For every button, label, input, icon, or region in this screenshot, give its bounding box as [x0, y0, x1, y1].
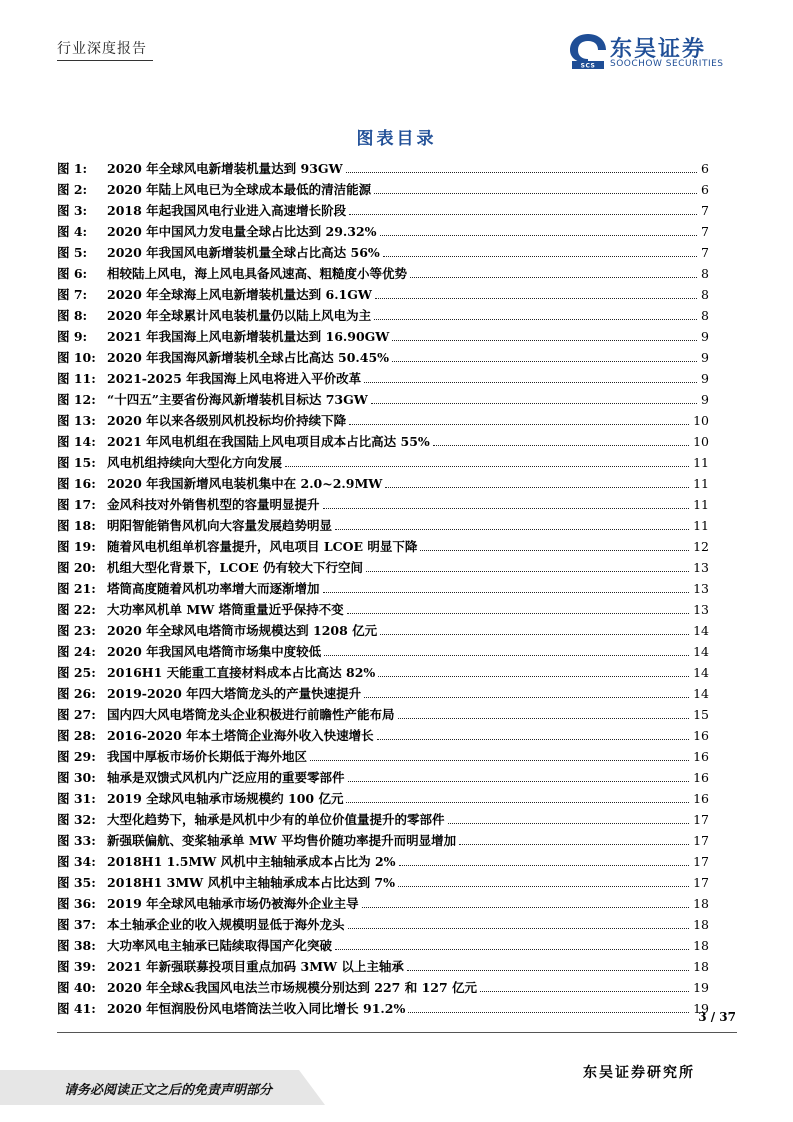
- toc-entry[interactable]: [57, 578, 709, 599]
- toc-entry-title: 2016-2020 年本土塔筒企业海外收入快速增长: [107, 728, 374, 743]
- toc-entry-page: 14: [693, 644, 709, 659]
- toc-entry-number: 图 29:: [57, 749, 96, 764]
- toc-entry-title: 2020 年全球风电塔筒市场规模达到 1208 亿元: [107, 623, 378, 638]
- toc-entry-number: 图 39:: [57, 959, 96, 974]
- toc-entry-number: 图 33:: [57, 833, 96, 848]
- toc-dot-leader: [324, 655, 689, 656]
- toc-entry-page: 11: [693, 455, 709, 470]
- toc-entry-number: 图 23:: [57, 623, 96, 638]
- toc-entry-title: 明阳智能销售风机向大容量发展趋势明显: [107, 518, 333, 533]
- toc-entry-title: 大功率风机单 MW 塔筒重量近乎保持不变: [107, 602, 344, 617]
- toc-entry-page: 16: [693, 770, 709, 785]
- toc-dot-leader: [392, 361, 697, 362]
- toc-entry-page: 17: [693, 812, 709, 827]
- toc-dot-leader: [408, 1012, 689, 1013]
- logo-name-en: SOOCHOW SECURITIES: [610, 59, 724, 69]
- toc-entry-page: 9: [701, 371, 709, 386]
- toc-entry-page: 11: [693, 518, 709, 533]
- toc-dot-leader: [285, 466, 689, 467]
- toc-entry-title: 2020 年全球海上风电新增装机量达到 6.1GW: [107, 287, 372, 302]
- toc-entry[interactable]: [57, 977, 709, 998]
- toc-entry-page: 8: [701, 287, 709, 302]
- toc-entry[interactable]: [57, 326, 709, 347]
- toc-dot-leader: [399, 865, 690, 866]
- toc-entry-page: 10: [693, 413, 709, 428]
- toc-entry-number: 图 14:: [57, 434, 96, 449]
- toc-entry-title: 2020 年我国新增风电装机集中在 2.0~2.9MW: [107, 476, 383, 491]
- toc-dot-leader: [349, 424, 689, 425]
- toc-entry[interactable]: [57, 473, 709, 494]
- toc-entry-title: 2021-2025 年我国海上风电将进入平价改革: [107, 371, 362, 386]
- toc-dot-leader: [371, 403, 697, 404]
- toc-entry-title: 2021 年新强联募投项目重点加码 3MW 以上主轴承: [107, 959, 404, 974]
- toc-entry-page: 13: [693, 560, 709, 575]
- toc-entry-title: 2020 年我国海风新增装机全球占比高达 50.45%: [107, 350, 390, 365]
- toc-entry[interactable]: [57, 956, 709, 977]
- toc-entry[interactable]: [57, 998, 709, 1019]
- toc-dot-leader: [480, 991, 689, 992]
- toc-entry[interactable]: [57, 515, 709, 536]
- toc-entry-title: 2020 年全球&我国风电法兰市场规模分别达到 227 和 127 亿元: [107, 980, 478, 995]
- disclaimer-text: 请务必阅读正文之后的免责声明部分: [64, 1083, 273, 1098]
- toc-entry-page: 6: [701, 182, 709, 197]
- toc-entry[interactable]: [57, 200, 709, 221]
- report-type-label: 行业深度报告: [57, 41, 147, 57]
- toc-entry[interactable]: [57, 851, 709, 872]
- toc-entry-title: 塔筒高度随着风机功率增大而逐渐增加: [107, 581, 320, 596]
- toc-entry-title: 2021 年我国海上风电新增装机量达到 16.90GW: [107, 329, 390, 344]
- toc-entry-title: 2020 年中国风力发电量全球占比达到 29.32%: [107, 224, 377, 239]
- toc-entry[interactable]: [57, 914, 709, 935]
- toc-dot-leader: [385, 487, 689, 488]
- toc-dot-leader: [310, 760, 689, 761]
- toc-entry-title: 本土轴承企业的收入规模明显低于海外龙头: [107, 917, 345, 932]
- toc-dot-leader: [407, 970, 689, 971]
- toc-entry-title: 2020 年全球风电新增装机量达到 93GW: [107, 161, 343, 176]
- toc-entry-number: 图 13:: [57, 413, 96, 428]
- toc-entry-page: 6: [701, 161, 709, 176]
- toc-dot-leader: [348, 781, 690, 782]
- toc-entry[interactable]: [57, 536, 709, 557]
- toc-entry-title: 机组大型化背景下，LCOE 仍有较大下行空间: [107, 560, 364, 575]
- toc-entry[interactable]: [57, 935, 709, 956]
- toc-entry-page: 16: [693, 728, 709, 743]
- toc-entry-page: 19: [693, 1001, 709, 1016]
- toc-entry-title: 2020 年恒润股份风电塔筒法兰收入同比增长 91.2%: [107, 1001, 406, 1016]
- toc-entry[interactable]: [57, 662, 709, 683]
- soochow-logo-mark-icon: [568, 32, 608, 70]
- toc-entry-page: 18: [693, 938, 709, 953]
- toc-entry[interactable]: [57, 830, 709, 851]
- toc-entry-page: 14: [693, 623, 709, 638]
- toc-entry-number: 图 21:: [57, 581, 96, 596]
- toc-entry-page: 16: [693, 791, 709, 806]
- toc-entry-title: 2020 年我国风电新增装机量全球占比高达 56%: [107, 245, 380, 260]
- toc-entry[interactable]: [57, 641, 709, 662]
- toc-entry-number: 图 40:: [57, 980, 96, 995]
- toc-entry-title: 相较陆上风电，海上风电具备风速高、粗糙度小等优势: [107, 266, 408, 281]
- toc-entry[interactable]: [57, 704, 709, 725]
- toc-entry-title: 2019-2020 年四大塔筒龙头的产量快速提升: [107, 686, 362, 701]
- toc-entry-number: 图 31:: [57, 791, 96, 806]
- soochow-logo: [568, 32, 733, 72]
- toc-entry-number: 图 28:: [57, 728, 96, 743]
- toc-dot-leader: [335, 949, 689, 950]
- toc-entry-number: 图 1:: [57, 161, 88, 176]
- toc-dot-leader: [433, 445, 689, 446]
- toc-entry-page: 18: [693, 896, 709, 911]
- toc-entry-title: 大型化趋势下，轴承是风机中少有的单位价值量提升的零部件: [107, 812, 445, 827]
- toc-entry[interactable]: [57, 683, 709, 704]
- toc-entry-number: 图 2:: [57, 182, 88, 197]
- toc-entry-number: 图 24:: [57, 644, 96, 659]
- toc-entry-title: 轴承是双馈式风机内广泛应用的重要零部件: [107, 770, 345, 785]
- toc-entry-number: 图 8:: [57, 308, 88, 323]
- toc-entry-number: 图 38:: [57, 938, 96, 953]
- toc-entry[interactable]: [57, 284, 709, 305]
- toc-entry-title: 2020 年陆上风电已为全球成本最低的清洁能源: [107, 182, 372, 197]
- toc-entry[interactable]: [57, 620, 709, 641]
- toc-entry-number: 图 32:: [57, 812, 96, 827]
- toc-entry-number: 图 4:: [57, 224, 88, 239]
- toc-dot-leader: [377, 739, 689, 740]
- footer-rule: [57, 1032, 737, 1033]
- toc-entry-number: 图 7:: [57, 287, 88, 302]
- toc-entry-number: 图 20:: [57, 560, 96, 575]
- toc-dot-leader: [392, 340, 697, 341]
- toc-dot-leader: [335, 529, 689, 530]
- toc-dot-leader: [323, 592, 690, 593]
- toc-dot-leader: [374, 319, 697, 320]
- toc-entry[interactable]: [57, 809, 709, 830]
- toc-entry-title: “十四五”主要省份海风新增装机目标达 73GW: [107, 392, 368, 407]
- toc-dot-leader: [398, 718, 690, 719]
- figure-toc-list: [57, 158, 709, 1019]
- toc-entry-title: 风电机组持续向大型化方向发展: [107, 455, 283, 470]
- toc-entry-number: 图 3:: [57, 203, 88, 218]
- toc-entry-page: 8: [701, 266, 709, 281]
- toc-entry-page: 16: [693, 749, 709, 764]
- toc-entry[interactable]: [57, 242, 709, 263]
- toc-entry[interactable]: [57, 305, 709, 326]
- toc-entry-title: 2020 年我国风电塔筒市场集中度较低: [107, 644, 322, 659]
- toc-dot-leader: [380, 634, 689, 635]
- toc-entry-page: 13: [693, 602, 709, 617]
- toc-entry-number: 图 10:: [57, 350, 96, 365]
- toc-dot-leader: [410, 277, 697, 278]
- toc-dot-leader: [380, 235, 698, 236]
- toc-entry[interactable]: [57, 494, 709, 515]
- toc-entry[interactable]: [57, 767, 709, 788]
- toc-dot-leader: [420, 550, 689, 551]
- toc-entry-number: 图 26:: [57, 686, 96, 701]
- toc-entry-title: 金风科技对外销售机型的容量明显提升: [107, 497, 320, 512]
- toc-entry[interactable]: [57, 221, 709, 242]
- toc-entry-number: 图 17:: [57, 497, 96, 512]
- toc-entry-page: 10: [693, 434, 709, 449]
- toc-entry-page: 14: [693, 665, 709, 680]
- footer-institute: 东吴证券研究所: [583, 1065, 695, 1081]
- toc-entry-page: 7: [701, 203, 709, 218]
- toc-entry-number: 图 6:: [57, 266, 88, 281]
- toc-dot-leader: [375, 298, 697, 299]
- toc-entry-page: 11: [693, 497, 709, 512]
- toc-entry-page: 7: [701, 224, 709, 239]
- toc-entry-number: 图 34:: [57, 854, 96, 869]
- toc-entry[interactable]: [57, 893, 709, 914]
- logo-name-cn: 东吴证券: [610, 37, 707, 62]
- toc-entry-title: 2019 全球风电轴承市场规模约 100 亿元: [107, 791, 344, 806]
- page-number: 3 / 37: [698, 1010, 736, 1024]
- toc-dot-leader: [448, 823, 690, 824]
- toc-entry[interactable]: [57, 788, 709, 809]
- toc-entry-title: 2019 年全球风电轴承市场仍被海外企业主导: [107, 896, 359, 911]
- toc-entry-page: 8: [701, 308, 709, 323]
- toc-dot-leader: [362, 907, 689, 908]
- toc-entry-title: 大功率风电主轴承已陆续取得国产化突破: [107, 938, 333, 953]
- toc-dot-leader: [347, 613, 690, 614]
- toc-entry-page: 9: [701, 392, 709, 407]
- toc-entry-number: 图 41:: [57, 1001, 96, 1016]
- toc-entry[interactable]: [57, 347, 709, 368]
- toc-entry-page: 14: [693, 686, 709, 701]
- toc-entry-number: 图 37:: [57, 917, 96, 932]
- toc-entry-page: 13: [693, 581, 709, 596]
- toc-entry[interactable]: [57, 725, 709, 746]
- toc-entry-title: 2018H1 1.5MW 风机中主轴轴承成本占比为 2%: [107, 854, 396, 869]
- toc-entry-number: 图 9:: [57, 329, 88, 344]
- toc-entry[interactable]: [57, 368, 709, 389]
- toc-dot-leader: [374, 193, 697, 194]
- toc-entry-number: 图 35:: [57, 875, 96, 890]
- toc-entry[interactable]: [57, 410, 709, 431]
- toc-entry-page: 11: [693, 476, 709, 491]
- toc-entry-page: 12: [693, 539, 709, 554]
- toc-entry-title: 我国中厚板市场价长期低于海外地区: [107, 749, 308, 764]
- toc-entry-title: 2018H1 3MW 风机中主轴轴承成本占比达到 7%: [107, 875, 396, 890]
- toc-entry[interactable]: [57, 746, 709, 767]
- toc-entry-number: 图 36:: [57, 896, 96, 911]
- header-underline: [57, 60, 153, 61]
- toc-entry-page: 19: [693, 980, 709, 995]
- toc-entry-page: 17: [693, 875, 709, 890]
- logo-mark-text: SCS: [580, 62, 596, 70]
- toc-entry-page: 9: [701, 350, 709, 365]
- toc-entry-title: 2021 年风电机组在我国陆上风电项目成本占比高达 55%: [107, 434, 430, 449]
- toc-entry-number: 图 5:: [57, 245, 88, 260]
- toc-dot-leader: [364, 382, 697, 383]
- toc-dot-leader: [378, 676, 689, 677]
- toc-entry-number: 图 18:: [57, 518, 96, 533]
- toc-entry-number: 图 30:: [57, 770, 96, 785]
- toc-entry[interactable]: [57, 557, 709, 578]
- toc-entry[interactable]: [57, 389, 709, 410]
- toc-entry[interactable]: [57, 599, 709, 620]
- toc-dot-leader: [459, 844, 689, 845]
- toc-entry-number: 图 11:: [57, 371, 96, 386]
- toc-entry-number: 图 16:: [57, 476, 96, 491]
- toc-entry-page: 15: [693, 707, 709, 722]
- toc-entry-title: 随着风电机组单机容量提升，风电项目 LCOE 明显下降: [107, 539, 418, 554]
- toc-entry-number: 图 12:: [57, 392, 96, 407]
- toc-entry-title: 新强联偏航、变桨轴承单 MW 平均售价随功率提升而明显增加: [107, 833, 457, 848]
- toc-entry-number: 图 27:: [57, 707, 96, 722]
- toc-dot-leader: [383, 256, 697, 257]
- toc-dot-leader: [348, 928, 690, 929]
- toc-entry[interactable]: [57, 263, 709, 284]
- toc-dot-leader: [323, 508, 690, 509]
- toc-entry-number: 图 25:: [57, 665, 96, 680]
- toc-entry[interactable]: [57, 431, 709, 452]
- toc-entry-title: 2020 年全球累计风电装机量仍以陆上风电为主: [107, 308, 372, 323]
- toc-entry-page: 9: [701, 329, 709, 344]
- toc-entry-title: 2018 年起我国风电行业进入高速增长阶段: [107, 203, 347, 218]
- toc-title: 图表目录: [356, 129, 437, 149]
- toc-entry-page: 17: [693, 854, 709, 869]
- toc-entry[interactable]: [57, 452, 709, 473]
- toc-dot-leader: [346, 172, 697, 173]
- toc-entry-page: 18: [693, 959, 709, 974]
- toc-dot-leader: [349, 214, 697, 215]
- toc-dot-leader: [398, 886, 689, 887]
- toc-entry-number: 图 22:: [57, 602, 96, 617]
- toc-entry[interactable]: [57, 179, 709, 200]
- toc-entry-title: 2016H1 天能重工直接材料成本占比高达 82%: [107, 665, 376, 680]
- toc-entry-page: 18: [693, 917, 709, 932]
- toc-entry-number: 图 19:: [57, 539, 96, 554]
- toc-dot-leader: [364, 697, 689, 698]
- toc-entry[interactable]: [57, 872, 709, 893]
- toc-entry[interactable]: [57, 158, 709, 179]
- toc-entry-page: 17: [693, 833, 709, 848]
- toc-dot-leader: [346, 802, 689, 803]
- toc-entry-title: 2020 年以来各级别风机投标均价持续下降: [107, 413, 347, 428]
- toc-entry-page: 7: [701, 245, 709, 260]
- toc-entry-number: 图 15:: [57, 455, 96, 470]
- toc-dot-leader: [366, 571, 689, 572]
- toc-entry-title: 国内四大风电塔筒龙头企业积极进行前瞻性产能布局: [107, 707, 395, 722]
